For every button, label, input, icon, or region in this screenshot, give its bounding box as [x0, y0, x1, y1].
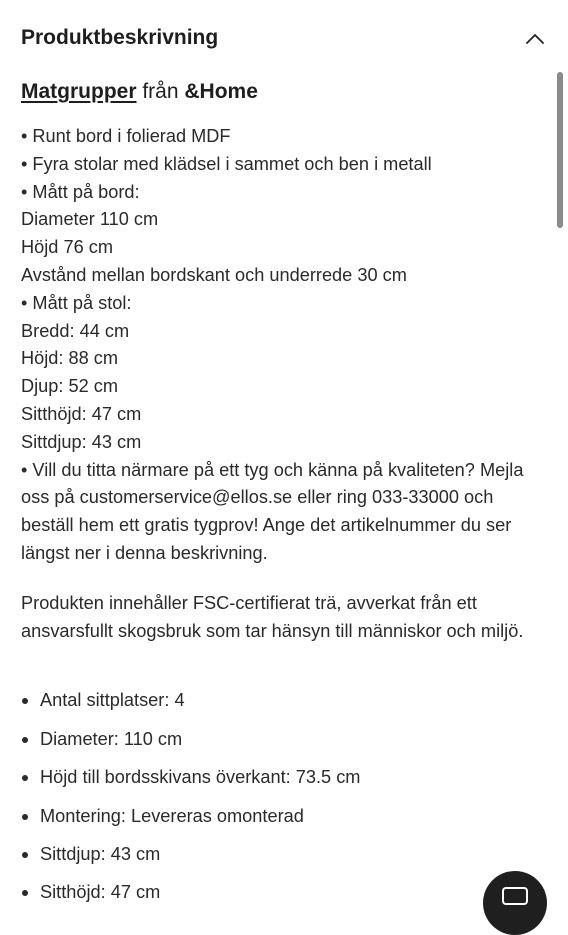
description-line: • Mått på stol: [21, 292, 132, 313]
category-link[interactable]: Matgrupper [21, 80, 137, 103]
section-title: Produktbeskrivning [21, 26, 219, 49]
brand-line [21, 76, 545, 108]
description-line: Sitthöjd: 47 cm [21, 403, 142, 424]
description-line: Diameter 110 cm [21, 209, 159, 230]
scrollbar-thumb[interactable] [557, 72, 563, 228]
description-line: Avstånd mellan bordskant och underrede 30 cm [21, 264, 407, 285]
spec-item: Antal sittplatser: 4 [21, 681, 545, 719]
description-line: Sittdjup: 43 cm [21, 431, 142, 452]
chat-icon [501, 886, 529, 910]
spec-item: Höjd till bordsskivans överkant: 73.5 cm [21, 758, 545, 796]
chat-button[interactable] [483, 871, 547, 935]
brand-name: &Home [184, 80, 258, 103]
product-description-body [21, 76, 545, 912]
description-line: Höjd 76 cm [21, 237, 113, 258]
from-word: från [142, 80, 179, 103]
description-line: Djup: 52 cm [21, 376, 119, 397]
spec-item: Sitthöjd: 47 cm [21, 873, 545, 911]
description-line: Bredd: 44 cm [21, 320, 130, 341]
description-line: • Runt bord i folierad MDF [21, 126, 231, 146]
description-line: • Mått på bord: [21, 181, 140, 202]
description-list [21, 123, 545, 457]
spec-list [21, 681, 545, 911]
chevron-up-icon[interactable] [524, 27, 546, 49]
spec-item: Sittdjup: 43 cm [21, 835, 545, 873]
description-line: • Fyra stolar med klädsel i sammet och ben i metall [21, 153, 432, 174]
fsc-paragraph: Produkten innehåller FSC-certifierat trä, avverkat från ett ansvarsfullt skogsbruk som tar hänsyn till människor och miljö. [21, 592, 524, 641]
spec-item: Montering: Levereras omonterad [21, 797, 545, 835]
description-line: Höjd: 88 cm [21, 348, 119, 369]
product-description-header[interactable] [21, 18, 546, 58]
fabric-sample-paragraph: • Vill du titta närmare på ett tyg och känna på kvaliteten? Mejla oss på customerservice@ellos.se eller ring 033-33000 och beställ hem ett gratis tygprov! Ange det artikelnummer du ser längst ner i denna beskrivning. [21, 459, 524, 563]
spec-item: Diameter: 110 cm [21, 720, 545, 758]
